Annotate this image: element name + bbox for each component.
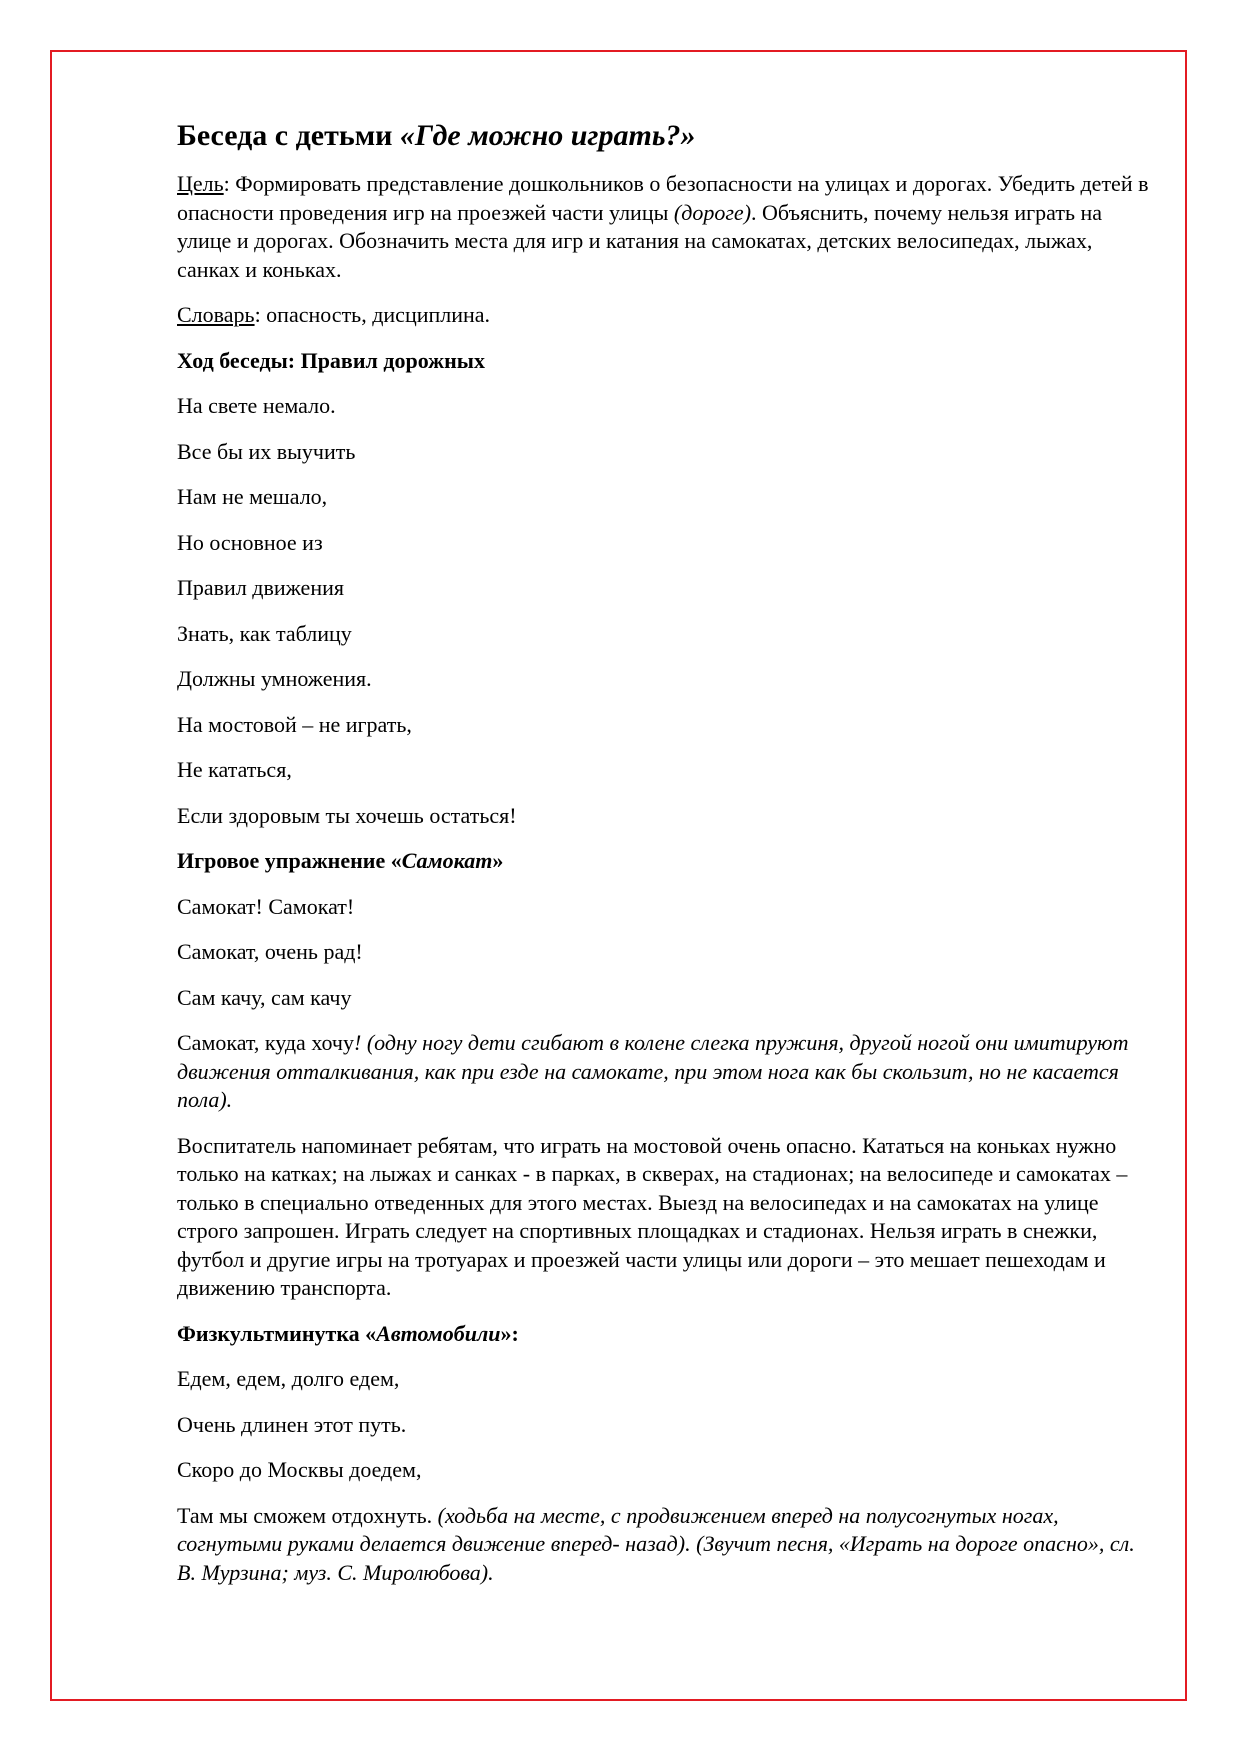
poem-line: Все бы их выучить <box>177 438 356 464</box>
exercise-last-mark: ! <box>353 1030 362 1055</box>
physminute-quote-close: »: <box>500 1320 519 1346</box>
exercise-quote-close: » <box>492 848 504 873</box>
exercise-heading-lead: Игровое упражнение <box>177 848 391 873</box>
course-heading: Ход беседы: Правил дорожных <box>177 347 485 373</box>
physminute-line: Очень длинен этот путь. <box>177 1411 407 1437</box>
title-topic: «Где можно играть?» <box>399 119 696 152</box>
physminute-last-line-text: Там мы сможем отдохнуть. <box>177 1502 433 1528</box>
exercise-instruction: (одну ногу дети сгибают в колене слегка пружиня, другой ногой они имитируют движения отталкивания, как при езде на самокате, при этом нога как бы скользит, но не касается пола). <box>177 1030 1129 1112</box>
goal-paragraph <box>177 170 1157 284</box>
physminute-heading-lead: Физкультминутка <box>177 1320 366 1346</box>
exercise-last-line-text: Самокат, куда хочу <box>177 1030 354 1055</box>
poem-line: Знать, как таблицу <box>177 620 352 646</box>
exercise-heading <box>177 847 1157 876</box>
exercise-line: Самокат, очень рад! <box>177 939 363 964</box>
poem-line: Нам не мешало, <box>177 484 328 509</box>
poem-line: Должны умножения. <box>177 666 372 691</box>
exercise-last-line <box>177 1029 1157 1115</box>
poem-line: Но основное из <box>177 529 323 555</box>
goal-label: Цель <box>177 171 224 196</box>
poem-line: Правил движения <box>177 575 344 600</box>
goal-text-2: . Объяснить, почему нельзя играть на улице и дорогах. Обозначить места для игр и катания на самокатах, детских велосипедах, лыжах, санках и коньках. <box>177 199 1103 282</box>
physminute-instruction: (ходьба на месте, с продвижением вперед на полусогнутых ногах, согнутыми руками делается движение вперед- назад). (Звучит песня, «Играть на дороге опасно», сл. В. Мурзина; муз. С. Миролюбова). <box>177 1502 1135 1585</box>
vocabulary-label: Словарь <box>177 302 255 327</box>
poem-line: Если здоровым ты хочешь остаться! <box>177 802 517 828</box>
exercise-heading-name: Самокат <box>401 848 493 873</box>
document-body <box>177 118 1157 1604</box>
poem-line: На мостовой – не играть, <box>177 711 412 737</box>
goal-text-1: : Формировать представление дошкольников о безопасности на улицах и дорогах. Убедить детей в опасности проведения игр на проезжей части улицы <box>177 171 1149 225</box>
physminute-quote-open: « <box>365 1320 377 1346</box>
exercise-quote-open: « <box>390 848 402 873</box>
vocabulary-paragraph <box>177 301 1157 330</box>
goal-note: (дороге) <box>673 199 752 225</box>
physminute-line: Едем, едем, долго едем, <box>177 1366 400 1391</box>
physminute-heading <box>177 1320 1157 1349</box>
vocabulary-text: : опасность, дисциплина. <box>254 302 491 327</box>
poem-line: На свете немало. <box>177 393 336 418</box>
title-lead: Беседа с детьми <box>177 119 400 152</box>
physminute-heading-name: Автомобили <box>376 1320 501 1346</box>
teacher-paragraph: Воспитатель напоминает ребятам, что играть на мостовой очень опасно. Кататься на коньках нужно только на катках; на лыжах и санках - в парках, в скверах, на стадионах; на велосипеде и самокатах – только в специально отведенных для этого местах. Выезд на велосипедах и на самокатах на улице строго запрошен. Играть следует на спортивных площадках и стадионах. Нельзя играть в снежки, футбол и другие игры на тротуарах и проезжей части улицы или дороги – это мешает пешеходам и движению транспорта. <box>177 1132 1128 1300</box>
exercise-line: Сам качу, сам качу <box>177 984 352 1010</box>
physminute-last-line <box>177 1502 1157 1588</box>
exercise-line: Самокат! Самокат! <box>177 893 355 919</box>
poem-line: Не кататься, <box>177 757 292 782</box>
physminute-line: Скоро до Москвы доедем, <box>177 1457 422 1482</box>
page-title <box>177 118 1157 154</box>
